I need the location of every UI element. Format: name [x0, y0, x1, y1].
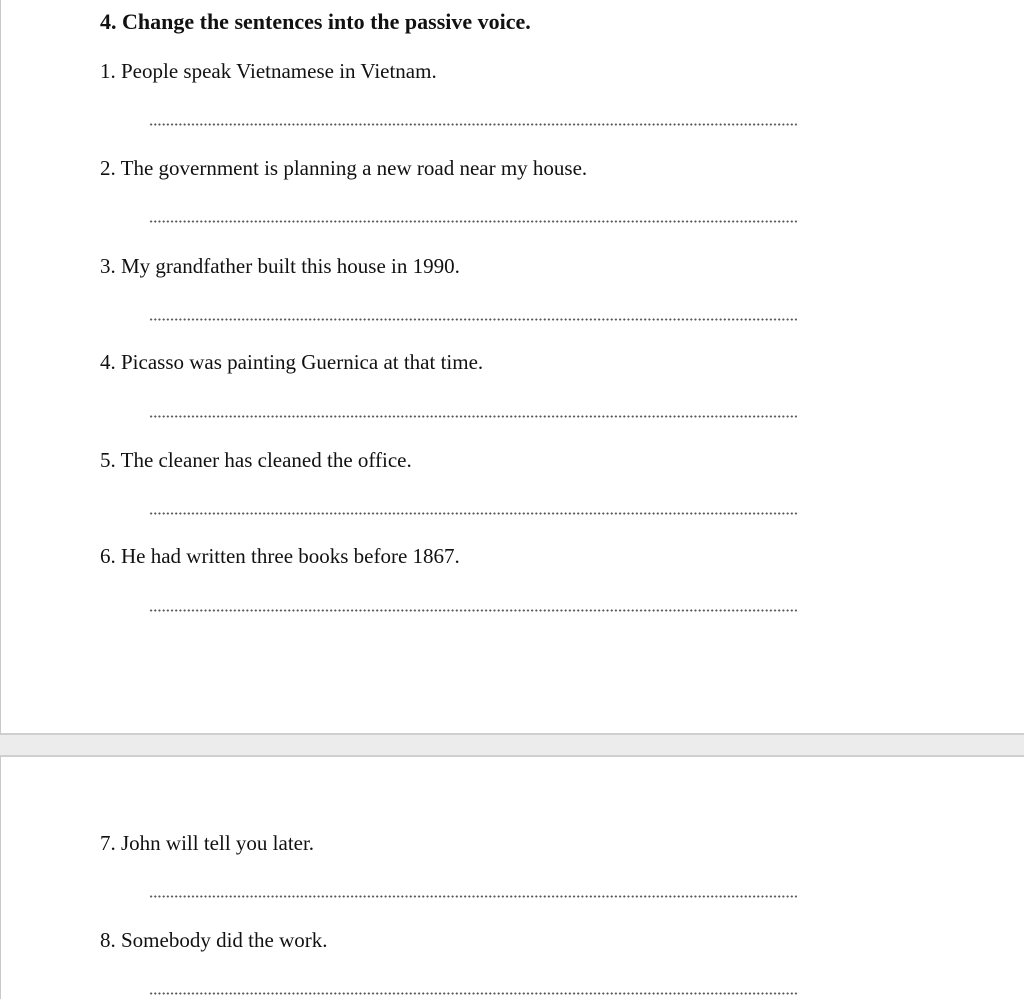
question-5: 5. The cleaner has cleaned the office. [100, 448, 412, 472]
question-4: 4. Picasso was painting Guernica at that time. [100, 350, 484, 374]
answer-line-3 [149, 318, 797, 321]
answer-line-7 [149, 895, 797, 898]
answer-line-2 [149, 220, 797, 223]
question-7: 7. John will tell you later. [100, 831, 315, 855]
answer-line-1 [149, 123, 797, 126]
exercise-title: 4. Change the sentences into the passive voice. [100, 9, 531, 34]
answer-line-5 [149, 512, 797, 515]
page-separator [0, 735, 1024, 755]
question-6: 6. He had written three books before 1867. [100, 544, 460, 568]
answer-line-6 [149, 609, 797, 612]
question-3: 3. My grandfather built this house in 1990. [100, 254, 460, 278]
answer-line-4 [149, 415, 797, 418]
document-page-2 [0, 755, 1024, 999]
question-8: 8. Somebody did the work. [100, 928, 328, 952]
question-2: 2. The government is planning a new road near my house. [100, 156, 588, 180]
answer-line-8 [149, 992, 797, 995]
question-1: 1. People speak Vietnamese in Vietnam. [100, 59, 437, 83]
